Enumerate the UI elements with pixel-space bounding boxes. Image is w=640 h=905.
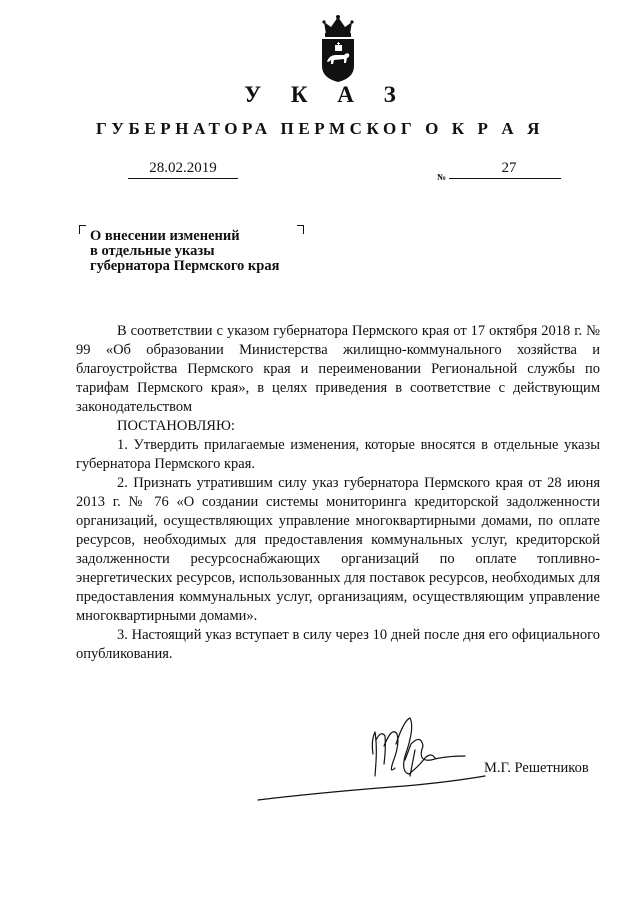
number-sign: №: [437, 172, 447, 182]
document-subject: [90, 229, 320, 274]
decree-item: 3. Настоящий указ вступает в силу через 10 дней после дня его официального опубликования.: [76, 627, 600, 662]
signer-name: М.Г. Решетников: [484, 760, 589, 776]
decree-item: 2. Признать утратившим силу указ губернатора Пермского края от 28 июня 2013 г. № 76 «О создании системы мониторинга кредиторской задолженности организаций, осуществляющих управление многоквартирными домами, по оплате ресурсов, необходимых для предоставления коммунальных услуг, кредиторской задолженности ресурсоснабжающих организаций по оплате топливно-энергетических ресурсов, использованных для поставок ресурсов, необходимых для предоставления коммунальных услуг, организациям, осуществляющим управление многоквартирными домами».: [76, 475, 600, 624]
decree-item: 1. Утвердить прилагаемые изменения, которые вносятся в отдельные указы губернатора Пермского края.: [76, 437, 600, 472]
handwritten-signature-icon: [255, 700, 495, 810]
perm-krai-coat-of-arms-icon: [316, 14, 360, 84]
document-title: У К А З: [244, 82, 408, 107]
decree-word: ПОСТАНОВЛЯЮ:: [117, 418, 235, 434]
subject-bracket-left: [79, 225, 86, 234]
preamble-paragraph: В соответствии с указом губернатора Пермского края от 17 октября 2018 г. № 99 «Об образовании Министерства жилищно-коммунального хозяйства и благоустройства Пермского края и переименовании Региональной службы по тарифам Пермского края», в целях приведения в соответствие с действующим законодательством: [76, 323, 600, 415]
subject-line: губернатора Пермского края: [90, 258, 280, 274]
document-body: [76, 322, 600, 664]
subject-line: О внесении изменений: [90, 228, 240, 244]
subject-line: в отдельные указы: [90, 243, 215, 259]
document-number-value: 27: [501, 160, 517, 176]
document-number: [449, 160, 561, 179]
issuer-heading: ГУБЕРНАТОРА ПЕРМСКОГ О К Р А Я: [96, 119, 544, 138]
document-date: 28.02.2019: [128, 160, 238, 179]
